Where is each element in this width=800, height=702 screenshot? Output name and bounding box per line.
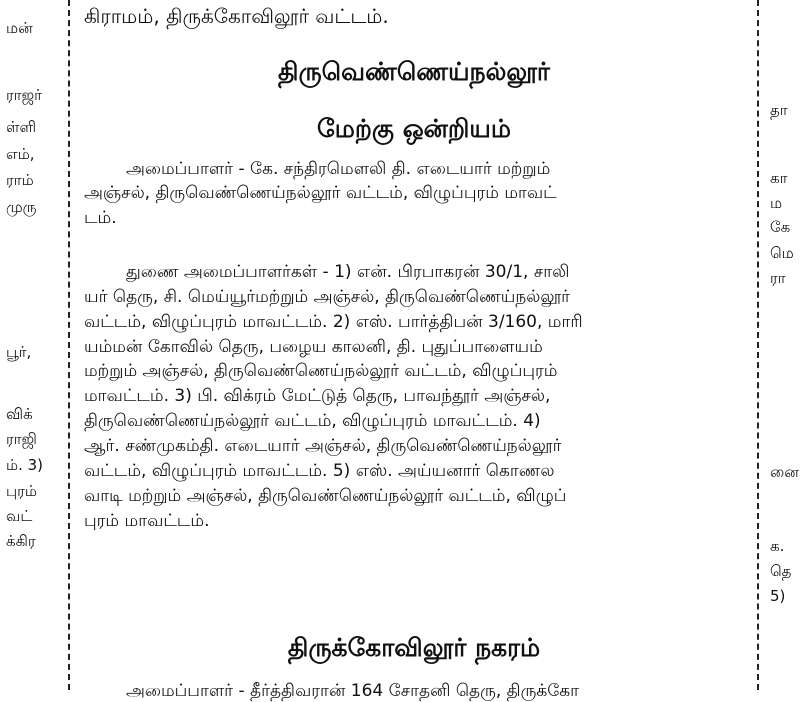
right-fragment: தா [770,101,788,119]
paragraph-line: துணை அமைப்பாளர்கள் - 1) என். பிரபாகரன் 30/1, சாலி [126,262,570,282]
right-fragment: னை [770,463,799,481]
right-fragment: மெ [770,244,794,262]
paragraph-line: மற்றும் அஞ்சல், திருவெண்ணெய்நல்லூர் வட்டம், விழுப்புரம் [84,361,558,381]
right-fragment: கா [770,169,788,187]
right-fragment: ம [770,194,783,212]
left-fragment: ம். 3) [6,456,44,474]
left-fragment: முரு [6,198,37,216]
top-line: கிராமம், திருக்கோவிலூர் வட்டம். [84,4,389,28]
section-heading: திருக்கோவிலூர் நகரம் [287,633,541,662]
paragraph-line: வட்டம், விழுப்புரம் மாவட்டம். 2) எஸ். பார்த்திபன் 3/160, மாரி [84,312,583,332]
paragraph-line: அஞ்சல், திருவெண்ணெய்நல்லூர் வட்டம், விழுப்புரம் மாவட் [84,183,557,203]
column-divider-left [68,0,70,690]
left-fragment: பூர், [6,343,32,361]
paragraph-line: ஆர். சண்முகம்தி. எடையார் அஞ்சல், திருவெண்ணெய்நல்லூர் [84,436,562,456]
left-fragment: க்கிர [6,532,36,550]
right-column [768,0,800,690]
right-fragment: க. [770,537,785,555]
left-fragment: ராஜர் [6,86,42,104]
left-fragment: வட் [6,507,33,525]
left-fragment: புரம் [6,482,37,500]
left-fragment: ராஜி [6,430,37,448]
right-fragment: ரா [770,269,786,287]
main-column [84,0,744,701]
right-fragment: கே [770,218,791,236]
paragraph-line: யம்மன் கோவில் தெரு, பழைய காலனி, தி. புதுப்பாளையம் [84,337,543,357]
section-subheading: மேற்கு ஒன்றியம் [317,114,511,143]
paragraph-line: அமைப்பாளர் - கே. சந்திரமௌலி தி. எடையார் மற்றும் [126,159,551,179]
right-fragment: 5) [770,587,786,605]
paragraph-line: மாவட்டம். 3) பி. விக்ரம் மேட்டுத் தெரு, பாவந்தூர் அஞ்சல், [84,386,551,406]
left-fragment: ராம் [6,171,34,189]
paragraph-line: யர் தெரு, சி. மெய்யூர்மற்றும் அஞ்சல், திருவெண்ணெய்நல்லூர் [84,287,571,307]
paragraph-line: புரம் மாவட்டம். [84,511,210,531]
paragraph-line: திருவெண்ணெய்நல்லூர் வட்டம், விழுப்புரம் மாவட்டம். 4) [84,411,541,431]
bottom-line-partial: அமைப்பாளர் - தீர்த்திவரான் 164 சோதனி தெரு, திருக்கோ [126,681,580,701]
left-fragment: ள்ளி [6,118,37,136]
left-column [0,0,60,690]
left-fragment: மன் [6,19,33,37]
paragraph-line: வாடி மற்றும் அஞ்சல், திருவெண்ணெய்நல்லூர் வட்டம், விழுப் [84,486,567,506]
left-fragment: விக் [6,405,33,423]
paragraph-line: டம். [84,208,117,228]
left-fragment: எம், [6,145,35,163]
paragraph-line: வட்டம், விழுப்புரம் மாவட்டம். 5) எஸ். அய்யனார் கொணல [84,461,555,481]
section-heading: திருவெண்ணெய்நல்லூர் [278,57,550,86]
column-divider-right [757,0,759,690]
right-fragment: தெ [770,562,792,580]
